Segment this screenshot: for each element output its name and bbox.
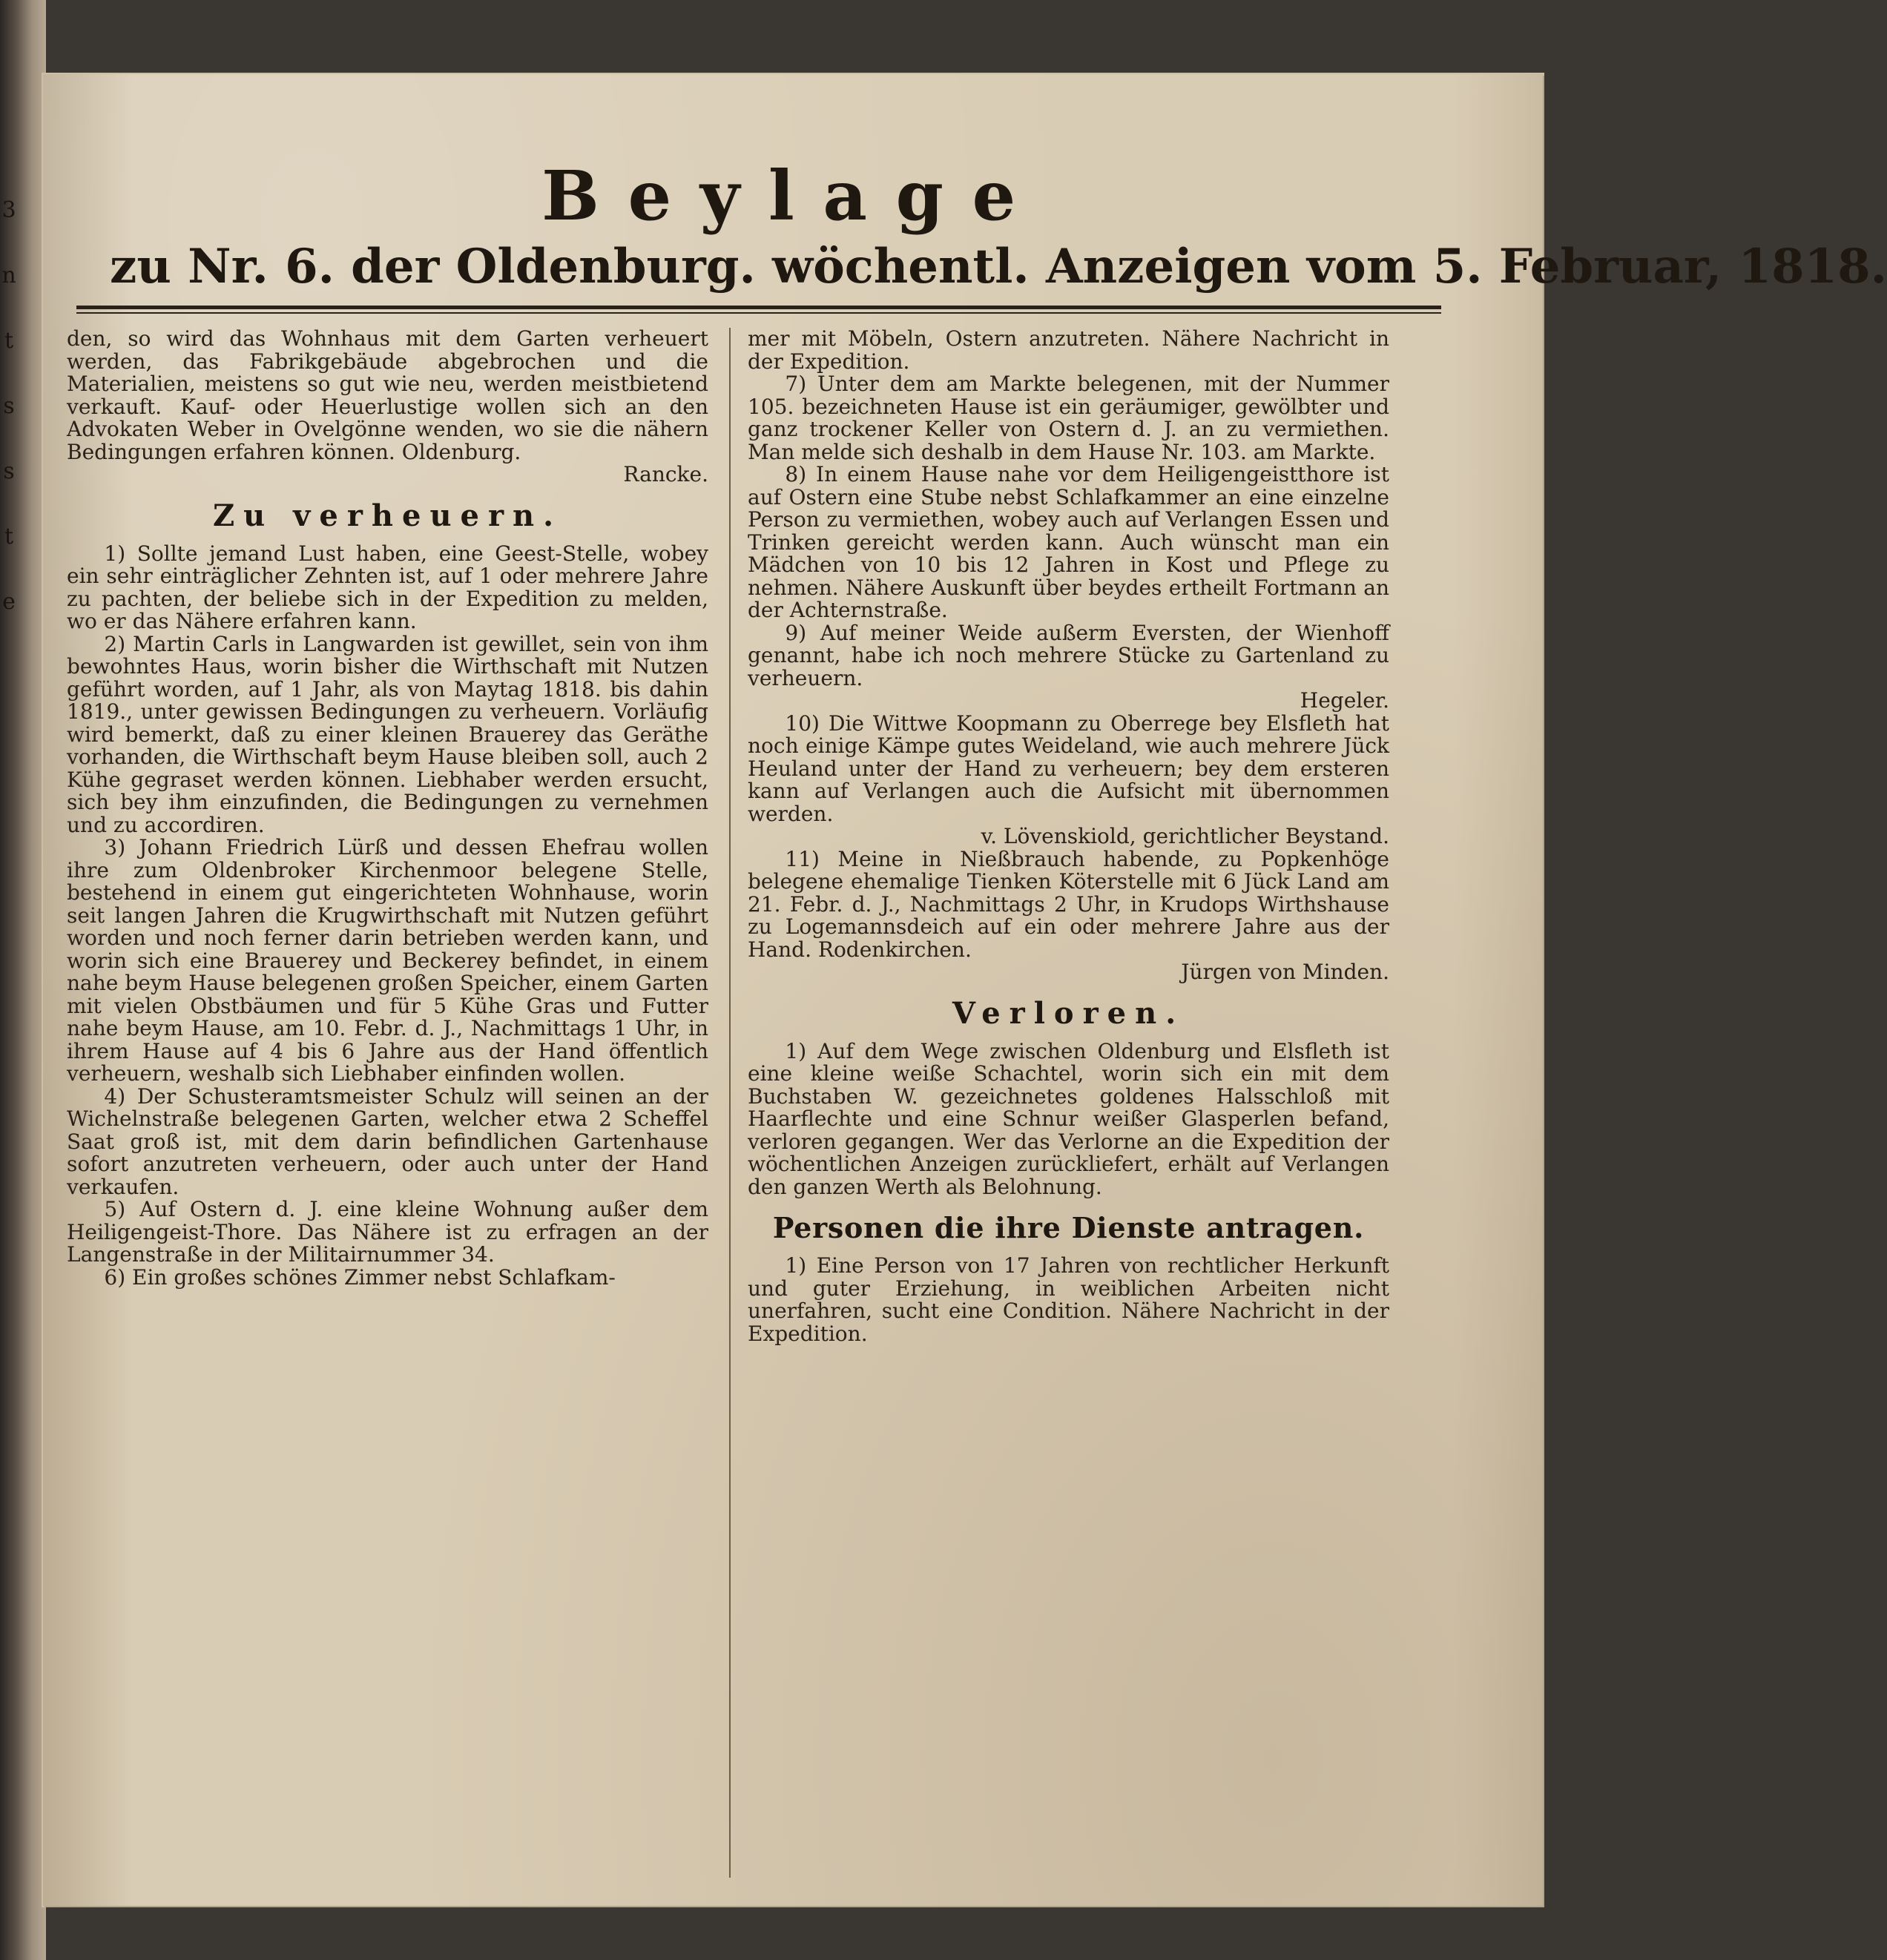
spine-char: s — [3, 393, 15, 419]
notice-item-1: 1) Sollte jemand Lust haben, eine Geest-Stelle, wobey ein sehr einträglicher Zehnten ist, auf 1 oder mehrere Jahre zu pachten, der beliebe sich in der Expedition zu melden, wo er das Nähere erfahren kann. — [67, 541, 708, 633]
spine-char: n — [1, 263, 16, 288]
notice-item-2: 2) Martin Carls in Langwarden ist gewillet, sein von ihm bewohntes Haus, worin bisher die Wirthschaft mit Nutzen geführt worden, auf 1 Jahr, als von Maytag 1818. bis dahin 1819., unter gewissen Bedingungen zu verheuern. Vorläufig wird bemerkt, daß zu einer kleinen Brauerey das Geräthe vorhanden, die Wirthschaft beym Hause bleiben soll, auch 2 Kühe gegraset werden können. Liebhaber werden ersucht, sich bey ihm einzufinden, die Bedingungen zu vernehmen und zu accordiren. — [67, 631, 708, 837]
right-column — [748, 328, 1389, 1896]
spine-char: e — [2, 589, 16, 615]
notice-item-9-signature: Hegeler. — [1300, 688, 1389, 713]
notice-item-3: 3) Johann Friedrich Lürß und dessen Ehefrau wollen ihre zum Oldenbroker Kirchenmoor belegene Stelle, bestehend in einem gut eingerichteten Wohnhause, worin seit langen Jahren die Krugwirthschaft mit Nutzen geführt worden und noch ferner darin betrieben werden kann, und worin sich eine Brauerey und Beckerey befindet, in einem nahe beym Hause belegenen großen Speicher, einem Garten mit vielen Obstbäumen und für 5 Kühe Gras und Futter nahe beym Hause, am 10. Febr. d. J., Nachmittags 1 Uhr, in ihrem Hause auf 4 bis 6 Jahre aus der Hand öffentlich verheuern, weshalb sich Liebhaber einfinden wollen. — [67, 835, 708, 1086]
header-rule-thin — [76, 312, 1441, 314]
intro-paragraph: den, so wird das Wohnhaus mit dem Garten verheuert werden, das Fabrikgebäude abgebrochen und die Materialien, meistens so gut wie neu, werden meistbietend verkauft. Kauf- oder Heuerlustige wollen sich an den Advokaten Weber in Ovelgönne wenden, wo sie die nähern Bedingungen erfahren können. Oldenburg. — [67, 326, 708, 464]
section-heading-verloren: Verloren. — [952, 995, 1185, 1031]
spine-char: t — [4, 328, 14, 354]
spine-char: s — [3, 458, 15, 484]
lost-item-1: 1) Auf dem Wege zwischen Oldenburg und Elsfleth ist eine kleine weiße Schachtel, worin sich ein mit dem Buchstaben W. gezeichnetes goldenes Halsschloß mit Haarflechte und eine Schnur weißer Glasperlen befand, verloren gegangen. Wer das Verlorne an die Expedition der wöchentlichen Anzeigen zurückliefert, erhält auf Verlangen den ganzen Werth als Belohnung. — [748, 1038, 1389, 1199]
notice-item-6-continued: mer mit Möbeln, Ostern anzutreten. Nähere Nachricht in der Expedition. — [748, 326, 1389, 374]
spine-char: t — [4, 524, 14, 550]
page-title: Beylage — [541, 156, 1044, 236]
newspaper-page — [43, 74, 1887, 1906]
book-spine — [0, 0, 46, 1960]
spine-margin-letters — [1, 178, 16, 635]
notice-item-10-signature: v. Lövenskiold, gerichtlicher Beystand. — [981, 824, 1389, 848]
notice-item-7: 7) Unter dem am Markte belegenen, mit der Nummer 105. bezeichneten Hause ist ein geräumiger, gewölbter und ganz trockener Keller von Ostern d. J. an zu vermiethen. Man melde sich deshalb in dem Hause Nr. 103. am Markte. — [748, 372, 1389, 464]
notice-item-6: 6) Ein großes schönes Zimmer nebst Schlafkam- — [104, 1264, 616, 1290]
notice-item-11-signature: Jürgen von Minden. — [1181, 960, 1389, 984]
notice-item-4: 4) Der Schusteramtsmeister Schulz will seinen an der Wichelnstraße belegenen Garten, welcher etwa 2 Scheffel Saat groß ist, mit dem darin befindlichen Gartenhause sofort anzutreten verheuern, oder auch unter der Hand verkaufen. — [67, 1083, 708, 1199]
notice-item-10: 10) Die Wittwe Koopmann zu Oberrege bey Elsfleth hat noch einige Kämpe gutes Weideland, wie auch mehrere Jück Heuland unter der Hand zu verheuern; bey dem ersteren kann auf Verlangen auch die Aufsicht mit übernommen werden. — [748, 710, 1389, 826]
left-column — [67, 328, 708, 1896]
column-divider — [729, 328, 731, 1878]
spine-char: 3 — [1, 197, 16, 223]
notice-item-8: 8) In einem Hause nahe vor dem Heiligengeistthore ist auf Ostern eine Stube nebst Schlafkammer an eine einzelne Person zu vermiethen, wobey auch auf Verlangen Essen und Trinken gereicht werden kann. Auch wünscht man ein Mädchen von 10 bis 12 Jahren in Kost und Pflege zu nehmen. Nähere Auskunft über beydes ertheilt Fortmann an der Achternstraße. — [748, 462, 1389, 622]
page-subtitle: zu Nr. 6. der Oldenburg. wöchentl. Anzeigen vom 5. Februar, 1818. — [110, 239, 1887, 294]
service-item-1: 1) Eine Person von 17 Jahren von rechtlicher Herkunft und guter Erziehung, in weiblichen Arbeiten nicht unerfahren, sucht eine Condition. Nähere Nachricht in der Expedition. — [748, 1253, 1389, 1346]
section-heading-verheuern: Zu verheuern. — [212, 498, 563, 533]
section-heading-dienste: Personen die ihre Dienste antragen. — [772, 1211, 1365, 1244]
intro-signature: Rancke. — [623, 462, 708, 486]
notice-item-5: 5) Auf Ostern d. J. eine kleine Wohnung außer dem Heiligengeist-Thore. Das Nähere ist zu erfragen an der Langenstraße in der Militairnummer 34. — [67, 1197, 708, 1267]
header-rule-thick — [76, 306, 1441, 309]
notice-item-11: 11) Meine in Nießbrauch habende, zu Popkenhöge belegene ehemalige Tienken Köterstelle mit 6 Jück Land am 21. Febr. d. J., Nachmittags 2 Uhr, in Krudops Wirthshause zu Logemannsdeich auf ein oder mehrere Jahre aus der Hand. Rodenkirchen. — [748, 846, 1389, 962]
notice-item-9: 9) Auf meiner Weide außerm Eversten, der Wienhoff genannt, habe ich noch mehrere Stücke zu Gartenland zu verheuern. — [748, 620, 1389, 690]
